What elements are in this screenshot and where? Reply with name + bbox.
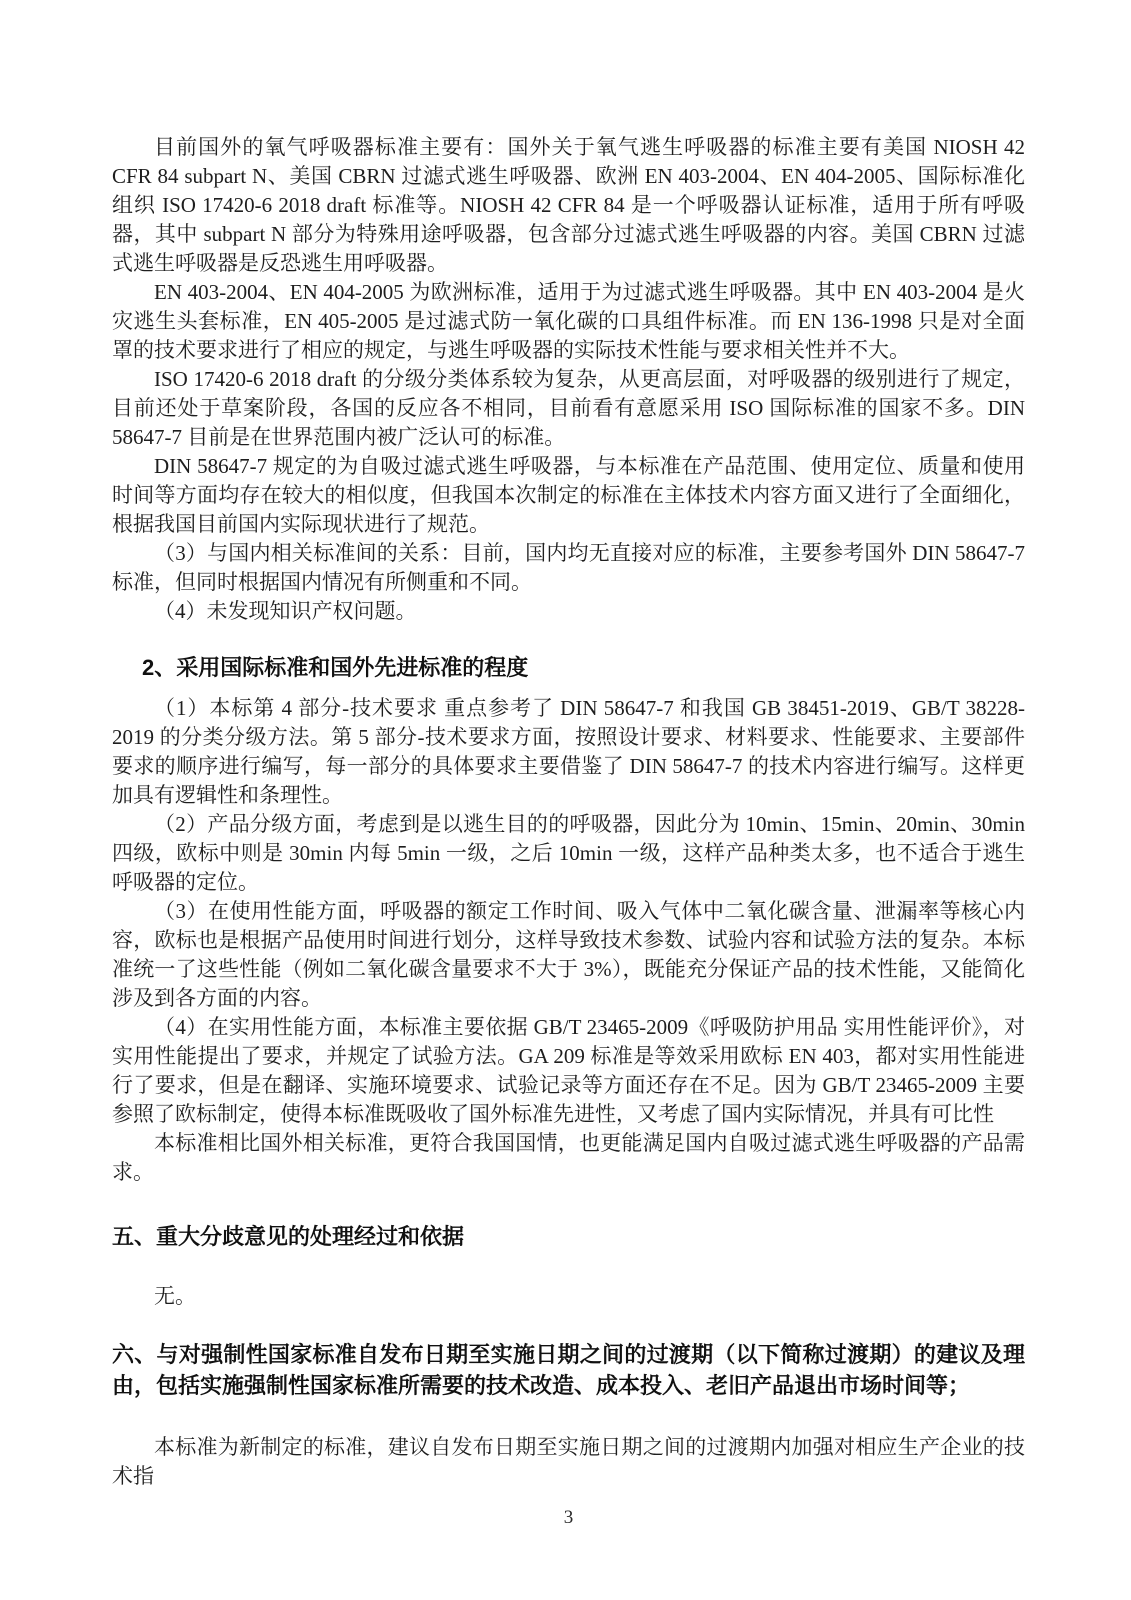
body-paragraph-domestic-relation: （3）与国内相关标准间的关系：目前，国内均无直接对应的标准，主要参考国外 DIN 58647-7 标准，但同时根据国内情况有所侧重和不同。: [112, 541, 1025, 594]
body-paragraph-none: 无。: [154, 1284, 196, 1308]
page-number: 3: [563, 1507, 574, 1528]
body-paragraph-item3-usage-performance: （3）在使用性能方面，呼吸器的额定工作时间、吸入气体中二氧化碳含量、泄漏率等核心内容，欧标也是根据产品使用时间进行划分，这样导致技术参数、试验内容和试验方法的复杂。本标准统一了这些性能（例如二氧化碳含量要求不大于 3%），既能充分保证产品的技术性能，又能简化涉及到各方面的内容。: [112, 899, 1025, 1010]
body-paragraph-en-standards: EN 403-2004、EN 404-2005 为欧洲标准，适用于为过滤式逃生呼吸器。其中 EN 403-2004 是火灾逃生头套标准，EN 405-2005 是过滤式防一氧化碳的口具组件标准。而 EN 136-1998 只是对全面罩的技术要求进行了相应的规定，与逃生呼吸器的实际技术性能与要求相关性并不大。: [112, 280, 1025, 362]
body-paragraph-ip-issue: （4）未发现知识产权问题。: [154, 599, 417, 623]
body-paragraph-item4-practical-performance: （4）在实用性能方面，本标准主要依据 GB/T 23465-2009《呼吸防护用品 实用性能评价》，对实用性能提出了要求，并规定了试验方法。GA 209 标准是等效采用欧标 EN 403，都对实用性能进行了要求，但是在翻译、实施环境要求、试验记录等方面还存在不足。因为 GB/T 23465-2009 主要参照了欧标制定，使得本标准既吸收了国外标准先进性，又考虑了国内实际情况，并具有可比性: [112, 1015, 1025, 1126]
body-paragraph-item2-product-grading: （2）产品分级方面，考虑到是以逃生目的的呼吸器，因此分为 10min、15min、20min、30min 四级，欧标中则是 30min 内每 5min 一级，之后 10min 一级，这样产品种类太多，也不适合于逃生呼吸器的定位。: [112, 812, 1025, 894]
body-paragraph-item1-technical-requirements: （1）本标第 4 部分-技术要求 重点参考了 DIN 58647-7 和我国 GB 38451-2019、GB/T 38228-2019 的分类分级方法。第 5 部分-技术要求方面，按照设计要求、材料要求、性能要求、主要部件要求的顺序进行编写，每一部分的具体要求主要借鉴了 DIN 58647-7 的技术内容进行编写。这样更加具有逻辑性和条理性。: [112, 696, 1025, 807]
body-paragraph-foreign-standards-overview: 目前国外的氧气呼吸器标准主要有：国外关于氧气逃生呼吸器的标准主要有美国 NIOSH 42 CFR 84 subpart N、美国 CBRN 过滤式逃生呼吸器、欧洲 EN 403-2004、EN 404-2005、国际标准化组织 ISO 17420-6 2018 draft 标准等。NIOSH 42 CFR 84 是一个呼吸器认证标准，适用于所有呼吸器，其中 subpart N 部分为特殊用途呼吸器，包含部分过滤式逃生呼吸器的内容。美国 CBRN 过滤式逃生呼吸器是反恐逃生用呼吸器。: [112, 135, 1025, 275]
body-paragraph-transition-suggestion: 本标准为新制定的标准，建议自发布日期至实施日期之间的过渡期内加强对相应生产企业的技术指: [112, 1435, 1025, 1488]
section-heading-6-transition-period: 六、与对强制性国家标准自发布日期至实施日期之间的过渡期（以下简称过渡期）的建议及理由，包括实施强制性国家标准所需要的技术改造、成本投入、老旧产品退出市场时间等；: [112, 1342, 1025, 1398]
body-paragraph-din-58647: DIN 58647-7 规定的为自吸过滤式逃生呼吸器，与本标准在产品范围、使用定位、质量和使用时间等方面均存在较大的相似度，但我国本次制定的标准在主体技术内容方面又进行了全面细化，根据我国目前国内实际现状进行了规范。: [112, 454, 1025, 536]
subsection-heading-adoption-degree: 2、采用国际标准和国外先进标准的程度: [142, 655, 529, 680]
body-paragraph-iso-draft: ISO 17420-6 2018 draft 的分级分类体系较为复杂，从更高层面，对呼吸器的级别进行了规定，目前还处于草案阶段，各国的反应各不相同，目前看有意愿采用 ISO 国际标准的国家不多。DIN 58647-7 目前是在世界范围内被广泛认可的标准。: [112, 367, 1025, 449]
section-heading-5-disputes: 五、重大分歧意见的处理经过和依据: [112, 1224, 465, 1249]
body-paragraph-comparison-conclusion: 本标准相比国外相关标准，更符合我国国情，也更能满足国内自吸过滤式逃生呼吸器的产品需求。: [112, 1131, 1025, 1184]
